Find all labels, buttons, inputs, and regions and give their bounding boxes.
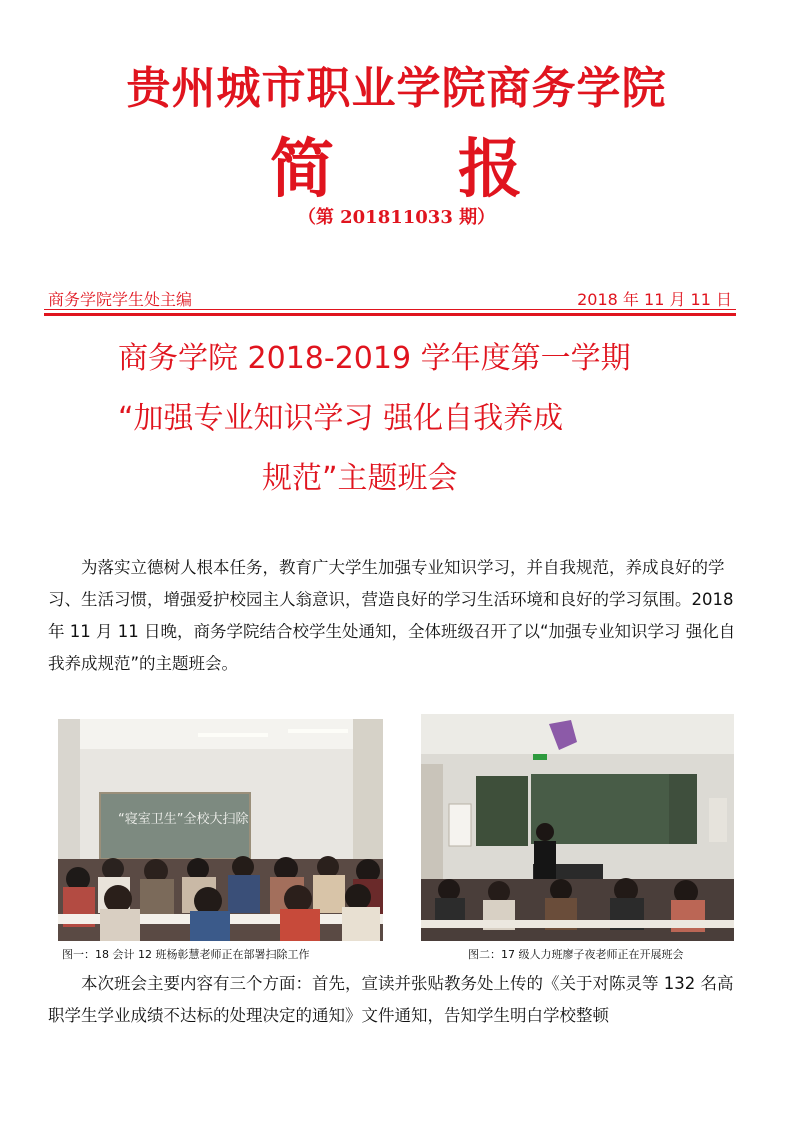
org-title: 贵州城市职业学院商务学院 bbox=[126, 63, 667, 114]
classroom-photo-2 bbox=[421, 714, 734, 941]
figure-caption-1: 图一：18 会计 12 班杨彰慧老师正在部署扫除工作 bbox=[62, 948, 310, 961]
editor-label: 商务学院学生处主编 bbox=[48, 290, 193, 309]
body-paragraph-1: 为落实立德树人根本任务，教育广大学生加强专业知识学习，并自我规范，养成良好的学习、生活习惯，增强爱护校园主人翁意识，营造良好的学习生活环境和良好的学习氛围。2018 年 11 月 11 日晚，商务学院结合校学生处通知，全体班级召开了以“加强专业知识学习 强化自我养成规范”的主题班会。 bbox=[48, 558, 736, 673]
publish-date: 2018 年 11 月 11 日 bbox=[577, 290, 732, 309]
classroom-photo-1 bbox=[58, 719, 383, 941]
brief-title-char-1: 简 bbox=[270, 133, 334, 207]
headline-line-1: 商务学院 2018-2019 学年度第一学期 bbox=[118, 341, 631, 376]
blackboard-text: “寝室卫生”全校大扫除 bbox=[118, 812, 249, 827]
issue-number: （第 201811033 期） bbox=[297, 207, 496, 228]
body-paragraph-2: 本次班会主要内容有三个方面：首先，宣读并张贴教务处上传的《关于对陈灵等 132 名高职学生学业成绩不达标的处理决定的通知》文件通知，告知学生明白学校整顿 bbox=[48, 974, 734, 1025]
headline-line-3: 规范”主题班会 bbox=[262, 461, 458, 496]
figure-caption-2: 图二：17 级人力班廖子夜老师正在开展班会 bbox=[468, 948, 684, 961]
header-divider-thick bbox=[44, 313, 736, 316]
headline-line-2: “加强专业知识学习 强化自我养成 bbox=[118, 401, 564, 436]
brief-title-char-2: 报 bbox=[458, 133, 522, 207]
header-divider-thin bbox=[44, 309, 736, 310]
